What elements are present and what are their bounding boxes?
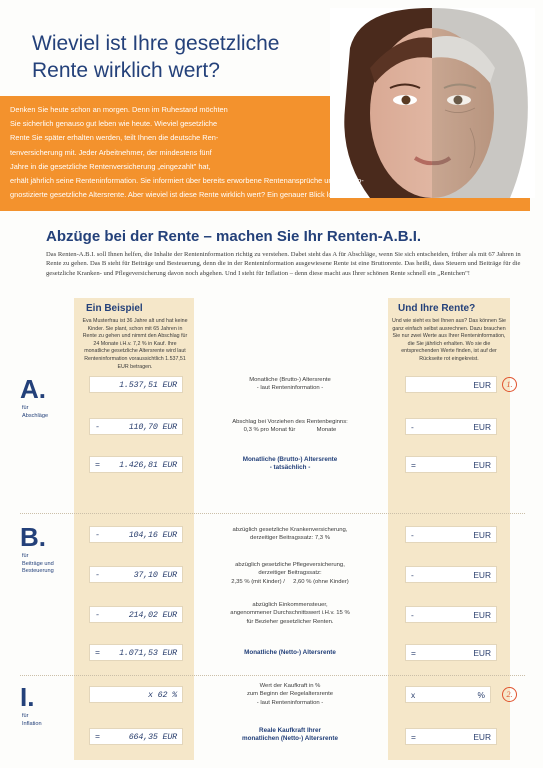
intro-line: erhält jährlich seine Renteninformation. Sie informiert über bereits erworbene Rentenansprüche und die pro-: [10, 176, 364, 186]
row-label-line: derzeitiger Beitragssatz:: [258, 570, 322, 577]
yours-heading: Und Ihre Rente?: [398, 303, 476, 314]
yours-description: Und wie sieht es bei Ihnen aus? Das können Sie ganz einfach selbst ausrechnen. Dazu brauchen Sie nur zwei Werte aus Ihrer Renteninformation, die Sie jährlich erhalten. Wo sie die entsprechenden Werte finden, ist auf der Rückseite rot eingekreist.: [392, 318, 506, 362]
row-label-line: Monatliche (Netto-) Altersrente: [244, 649, 336, 656]
intro-line: Sie sicherlich genauso gut leben wie heute. Wieviel gesetzliche: [10, 119, 218, 129]
your-value-field[interactable]: [405, 376, 497, 393]
row-label-line: angenommener Durchschnittswert i.H.v. 15 %: [230, 610, 350, 617]
caption-line: Beiträge und: [22, 560, 54, 567]
example-value-box: [89, 566, 183, 583]
intro-text: [10, 103, 520, 202]
your-value-unit: EUR: [473, 647, 491, 658]
your-value-unit: EUR: [473, 529, 491, 540]
section-letter-a: A.: [20, 374, 46, 404]
row-label: [205, 456, 375, 473]
your-value-sign: -: [411, 569, 414, 580]
row-label-line: zum Beginn der Regelaltersrente: [246, 691, 334, 698]
your-value-sign: -: [411, 609, 414, 620]
row-label-line: - laut Renteninformation -: [256, 699, 324, 706]
section-divider: [20, 675, 525, 676]
intro-line: Rente Sie später erhalten werden, teilt Ihnen die deutsche Ren-: [10, 133, 219, 143]
example-value-box: [89, 686, 183, 703]
example-value-box: [89, 526, 183, 543]
your-value-unit: %: [477, 689, 485, 700]
your-value-field[interactable]: [405, 456, 497, 473]
row-label-line: Monatliche (Brutto-) Altersrente: [249, 377, 331, 383]
your-value-field[interactable]: [405, 566, 497, 583]
example-value-box: [89, 418, 183, 435]
row-label-line: Abschlag bei Vorziehen des Rentenbeginns:: [232, 419, 348, 425]
your-value-sign: -: [411, 421, 414, 432]
example-value-box: [89, 606, 183, 623]
your-value-sign: =: [411, 731, 416, 742]
example-description: Eva Musterfrau ist 36 Jahre alt und hat keine Kinder. Sie plant, schon mit 65 Jahren in Rente zu gehen und nimmt den Abschlag für 24 Monate i.H.v. 7,2 % in Kauf. Ihre monatliche gesetzliche Altersrente wird laut Renteninformation voraussichtlich 1.537,51 EUR betragen.: [82, 318, 188, 370]
example-value: 214,02 EUR: [128, 609, 177, 620]
row-label: [205, 682, 375, 707]
your-value-sign: =: [411, 647, 416, 658]
row-label: [205, 649, 375, 657]
caption-line: für: [22, 713, 29, 719]
your-value-field[interactable]: [405, 644, 497, 661]
section-lead: Das Renten-A.B.I. soll Ihnen helfen, die Inhalte der Renteninformation richtig zu verstehen. Dabei steht das A für Abschläge, wenn Sie sich entscheiden, früher als mit 67 Jahren in Rente zu gehen. Das B steht für Beiträge und Besteuerung, denn die in der Renteninformation ausgewiesene Rente ist eine Bruttorente. Das heißt, dass Steuern und Beiträge für die gesetzliche Kranken- und Pflegeversicherung davon noch abgehen. Und I steht für Inflation – denn diese macht aus Ihrer schönen Rente schnell ein „Rentchen"!: [46, 251, 521, 277]
row-label-line: - laut Renteninformation -: [256, 385, 324, 392]
marker-circle-2: 2.: [502, 687, 517, 702]
your-value-field[interactable]: [405, 526, 497, 543]
row-label-line: abzüglich gesetzliche Krankenversicherung,: [232, 527, 348, 533]
your-value-unit: EUR: [473, 421, 491, 432]
row-label-line: Wert der Kaufkraft in %: [259, 683, 321, 689]
intro-line: tenversicherung mit. Jeder Arbeitnehmer, der mindestens fünf: [10, 147, 212, 157]
row-label-line: derzeitiger Beitragssatz: 7,3 %: [250, 535, 330, 542]
example-sign: -: [95, 529, 100, 540]
example-value: 664,35 EUR: [128, 731, 177, 742]
title-line-1: Wieviel ist Ihre gesetzliche: [32, 32, 280, 55]
your-value-field[interactable]: [405, 418, 497, 435]
your-value-sign: x: [411, 689, 416, 700]
row-label-line: Monatliche (Brutto-) Altersrente: [242, 456, 338, 463]
row-label-line: - tatsächlich -: [269, 464, 311, 472]
row-label: [205, 561, 375, 586]
row-label-line: abzüglich Einkommensteuer,: [252, 602, 328, 608]
section-heading: Abzüge bei der Rente – machen Sie Ihr Renten-A.B.I.: [46, 228, 422, 245]
example-value-box: [89, 644, 183, 661]
row-label-line: für Bezieher gesetzlicher Renten.: [246, 618, 334, 625]
example-value: 1.426,81 EUR: [119, 459, 177, 470]
page-title: [32, 30, 332, 84]
section-i-caption: [22, 713, 42, 728]
section-letter-i: I.: [20, 682, 35, 712]
your-value-unit: EUR: [473, 459, 491, 470]
example-sign: =: [95, 647, 100, 658]
example-sign: -: [95, 421, 100, 432]
your-value-field[interactable]: [405, 728, 497, 745]
caption-line: Inflation: [22, 720, 42, 727]
your-value-unit: EUR: [473, 569, 491, 580]
your-value-sign: =: [411, 459, 416, 470]
your-value-unit: EUR: [473, 609, 491, 620]
example-sign: -: [95, 569, 100, 580]
your-value-field[interactable]: [405, 686, 491, 703]
example-sign: -: [95, 609, 100, 620]
example-value: 1.071,53 EUR: [119, 647, 177, 658]
your-value-sign: -: [411, 529, 414, 540]
your-value-field[interactable]: [405, 606, 497, 623]
example-value-box: [89, 376, 183, 393]
title-line-2: Rente wirklich wert?: [32, 59, 220, 82]
row-label: [205, 526, 375, 543]
example-value: 1.537,51 EUR: [119, 379, 177, 390]
row-label-line: Reale Kaufkraft Ihrer: [259, 727, 321, 734]
example-value: x 62 %: [148, 689, 177, 700]
row-label-line: abzüglich gesetzliche Pflegeversicherung,: [235, 562, 345, 568]
example-value-box: [89, 456, 183, 473]
row-label: [205, 376, 375, 393]
section-divider: [20, 513, 525, 514]
intro-line: Jahre in die gesetzliche Rentenversicherung „eingezahlt" hat,: [10, 161, 211, 171]
caption-line: für: [22, 405, 29, 411]
section-b-caption: [22, 553, 54, 576]
caption-line: Abschläge: [22, 412, 49, 419]
row-label: [205, 727, 375, 744]
example-value: 104,16 EUR: [128, 529, 177, 540]
example-heading: Ein Beispiel: [86, 303, 143, 314]
row-label-line: monatlichen (Netto-) Altersrente: [242, 735, 338, 743]
intro-line: Denken Sie heute schon an morgen. Denn im Ruhestand möchten: [10, 105, 228, 114]
row-label-line: 0,3 % pro Monat für Monate: [243, 427, 337, 434]
example-sign: =: [95, 731, 100, 742]
example-value: 110,70 EUR: [128, 421, 177, 432]
row-label-line: 2,35 % (mit Kinder) / 2,60 % (ohne Kinder): [231, 578, 349, 585]
intro-line: gnostizierte gesetzliche Altersrente. Aber wieviel ist diese Rente wirklich wert? Ein genauer Blick lohnt sich!: [10, 190, 360, 200]
section-a-caption: [22, 405, 48, 420]
caption-line: Besteuerung: [22, 568, 54, 574]
marker-circle-1: 1.: [502, 377, 517, 392]
caption-line: für: [22, 553, 29, 559]
example-value-box: [89, 728, 183, 745]
your-value-unit: EUR: [473, 379, 491, 390]
row-label: [205, 418, 375, 435]
example-value: 37,10 EUR: [133, 569, 177, 580]
section-letter-b: B.: [20, 522, 46, 552]
your-value-unit: EUR: [473, 731, 491, 742]
row-label: [205, 601, 375, 626]
example-sign: =: [95, 459, 100, 470]
